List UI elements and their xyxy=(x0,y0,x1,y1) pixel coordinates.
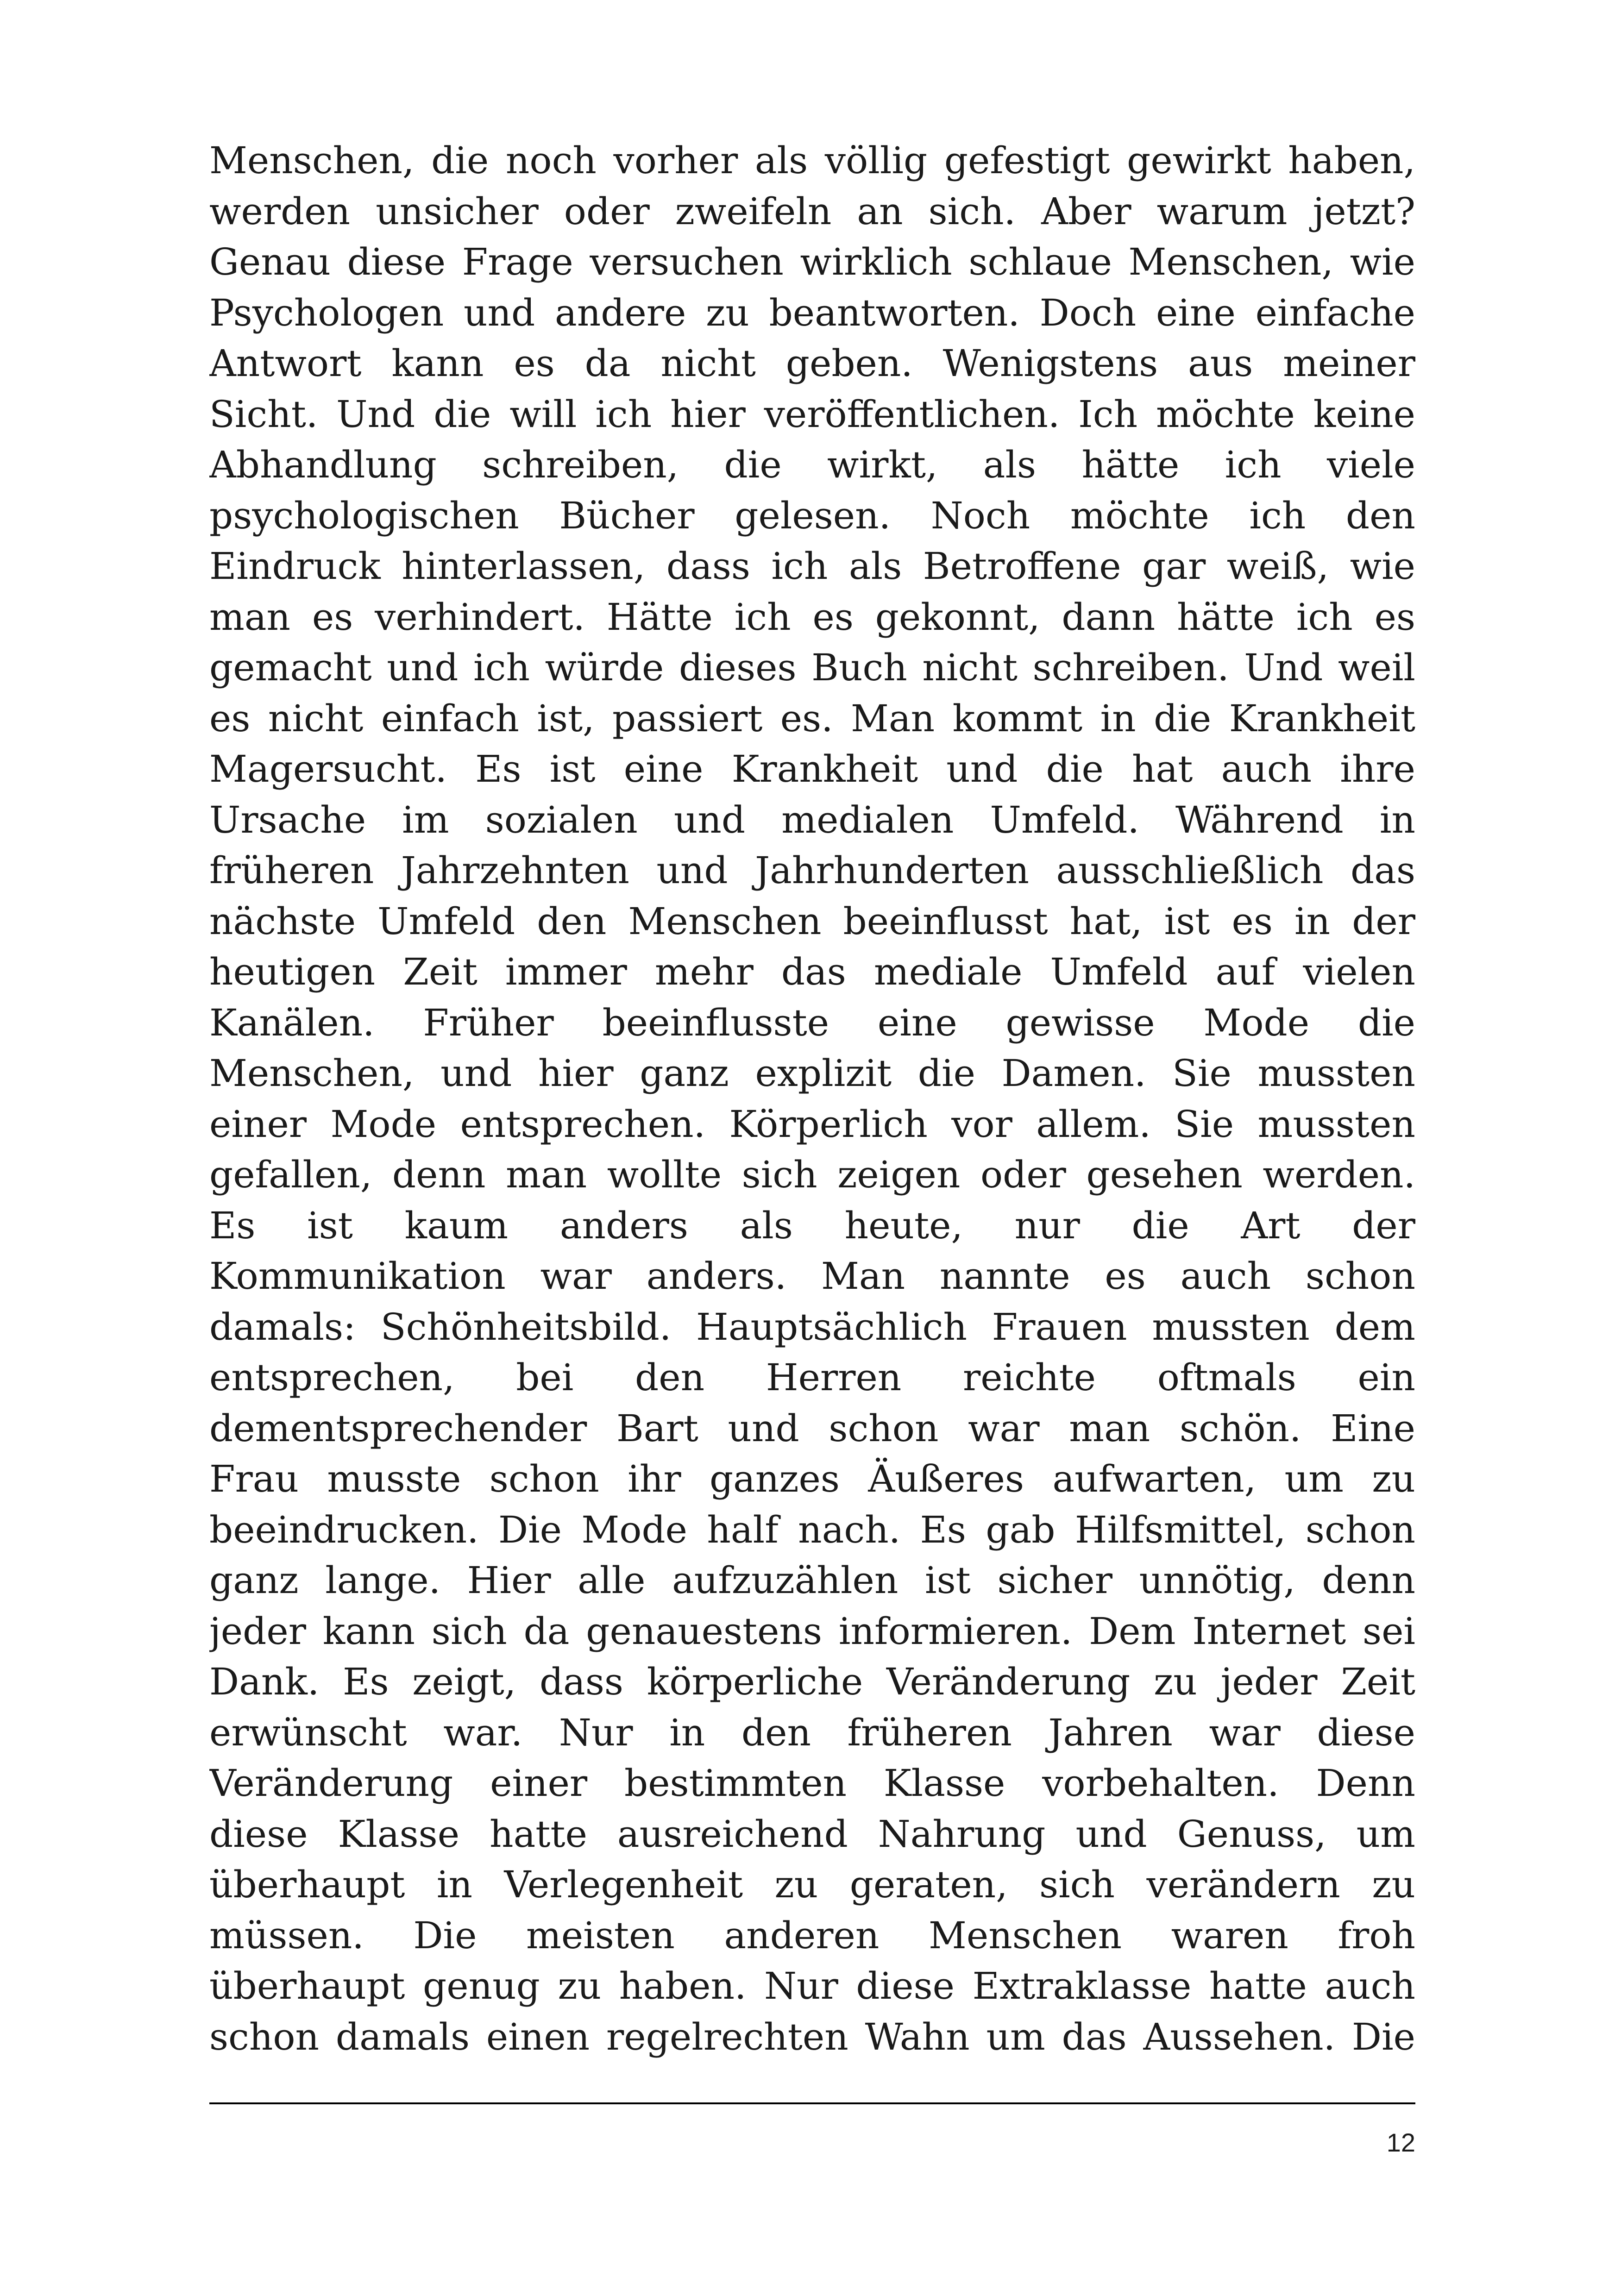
text-line: es nicht einfach ist, passiert es. Man kommt in die Krankheit xyxy=(209,696,1415,740)
text-line: gefallen, denn man wollte sich zeigen oder gesehen werden. xyxy=(209,1153,1415,1196)
text-line: diese Klasse hatte ausreichend Nahrung und Genuss, um xyxy=(209,1812,1415,1856)
text-line: Genau diese Frage versuchen wirklich schlaue Menschen, wie xyxy=(209,240,1415,283)
text-line: Abhandlung schreiben, die wirkt, als hätte ich viele xyxy=(209,443,1415,486)
footer-divider xyxy=(209,2102,1415,2104)
text-line: Psychologen und andere zu beantworten. Doch eine einfache xyxy=(209,291,1415,334)
text-line: damals: Schönheitsbild. Hauptsächlich Frauen mussten dem xyxy=(209,1305,1415,1349)
text-line: Eindruck hinterlassen, dass ich als Betroffene gar weiß, wie xyxy=(209,545,1415,588)
text-line: entsprechen, bei den Herren reichte oftmals ein xyxy=(209,1356,1415,1399)
text-line: Menschen, die noch vorher als völlig gefestigt gewirkt haben, xyxy=(209,139,1415,182)
text-line: dementsprechender Bart und schon war man schön. Eine xyxy=(209,1406,1415,1450)
text-line: Sicht. Und die will ich hier veröffentlichen. Ich möchte keine xyxy=(209,392,1415,436)
text-line: Kanälen. Früher beeinflusste eine gewisse Mode die xyxy=(209,1001,1415,1044)
text-line: Menschen, und hier ganz explizit die Damen. Sie mussten xyxy=(209,1052,1415,1095)
text-line: werden unsicher oder zweifeln an sich. Aber warum jetzt? xyxy=(209,189,1415,233)
text-line: beeindrucken. Die Mode half nach. Es gab Hilfsmittel, schon xyxy=(209,1508,1415,1551)
text-line: Magersucht. Es ist eine Krankheit und die hat auch ihre xyxy=(209,747,1415,790)
text-line: früheren Jahrzehnten und Jahrhunderten ausschließlich das xyxy=(209,849,1415,892)
text-line: erwünscht war. Nur in den früheren Jahren war diese xyxy=(209,1711,1415,1754)
text-line: Ursache im sozialen und medialen Umfeld. Während in xyxy=(209,798,1415,841)
text-line: heutigen Zeit immer mehr das mediale Umfeld auf vielen xyxy=(209,950,1415,993)
text-line: Kommunikation war anders. Man nannte es auch schon xyxy=(209,1255,1415,1298)
page-number: 12 xyxy=(1386,2128,1415,2157)
text-line: überhaupt genug zu haben. Nur diese Extraklasse hatte auch xyxy=(209,1964,1415,2007)
body-text xyxy=(209,135,1415,2062)
text-line: überhaupt in Verlegenheit zu geraten, sich verändern zu xyxy=(209,1863,1415,1906)
text-line: man es verhindert. Hätte ich es gekonnt, dann hätte ich es xyxy=(209,595,1415,639)
text-line: Frau musste schon ihr ganzes Äußeres aufwarten, um zu xyxy=(209,1457,1415,1500)
text-line: müssen. Die meisten anderen Menschen waren froh xyxy=(209,1913,1415,1957)
text-line: nächste Umfeld den Menschen beeinflusst hat, ist es in der xyxy=(209,899,1415,943)
text-line: ganz lange. Hier alle aufzuzählen ist sicher unnötig, denn xyxy=(209,1559,1415,1602)
text-line: einer Mode entsprechen. Körperlich vor allem. Sie mussten xyxy=(209,1102,1415,1146)
text-line: schon damals einen regelrechten Wahn um das Aussehen. Die xyxy=(209,2015,1415,2058)
text-line: psychologischen Bücher gelesen. Noch möchte ich den xyxy=(209,494,1415,537)
text-line: Antwort kann es da nicht geben. Wenigstens aus meiner xyxy=(209,342,1415,385)
text-line: gemacht und ich würde dieses Buch nicht schreiben. Und weil xyxy=(209,646,1415,689)
text-line: jeder kann sich da genauestens informieren. Dem Internet sei xyxy=(209,1609,1415,1653)
text-line: Dank. Es zeigt, dass körperliche Veränderung zu jeder Zeit xyxy=(209,1660,1415,1703)
text-line: Es ist kaum anders als heute, nur die Art der xyxy=(209,1204,1415,1247)
text-line: Veränderung einer bestimmten Klasse vorbehalten. Denn xyxy=(209,1762,1415,1805)
